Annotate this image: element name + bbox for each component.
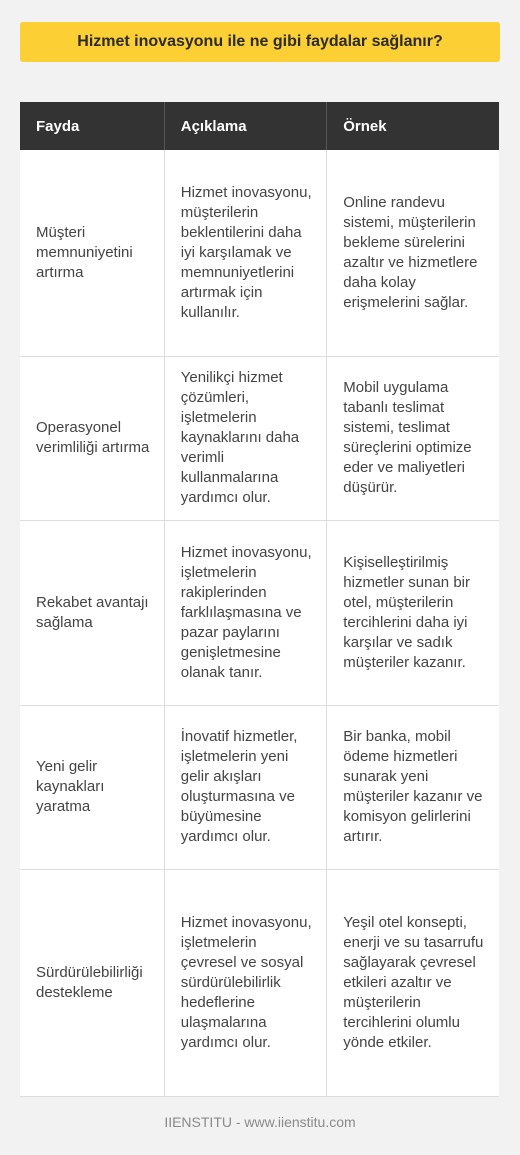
cell-ornek: Online randevu sistemi, müşterilerin bekleme sürelerini azaltır ve hizmetlere daha kolay erişmelerini sağlar.: [327, 150, 499, 356]
table-header-row: [20, 102, 499, 150]
header-aciklama: Açıklama: [164, 102, 327, 150]
cell-aciklama: İnovatif hizmetler, işletmelerin yeni gelir akışları oluşturmasına ve büyümesine yardımcı olur.: [164, 705, 327, 869]
cell-aciklama: Yenilikçi hizmet çözümleri, işletmelerin kaynaklarını daha verimli kullanmalarına yardımcı olur.: [164, 356, 327, 520]
title-banner: [20, 22, 500, 62]
table-row: [20, 869, 499, 1096]
table-row: [20, 520, 499, 705]
benefits-table: [20, 102, 499, 1097]
cell-ornek: Bir banka, mobil ödeme hizmetleri sunarak yeni müşteriler kazanır ve komisyon gelirlerini artırır.: [327, 705, 499, 869]
cell-ornek: Mobil uygulama tabanlı teslimat sistemi, teslimat süreçlerini optimize eder ve maliyetleri düşürür.: [327, 356, 499, 520]
footer-credit: IIENSTITU - www.iienstitu.com: [164, 1114, 356, 1130]
table-row: [20, 150, 499, 356]
cell-aciklama: Hizmet inovasyonu, müşterilerin beklentilerini daha iyi karşılamak ve memnuniyetlerini artırmak için kullanılır.: [164, 150, 327, 356]
cell-fayda: Müşteri memnuniyetini artırma: [20, 150, 164, 356]
cell-aciklama: Hizmet inovasyonu, işletmelerin çevresel ve sosyal sürdürülebilirlik hedeflerine ulaşmalarına yardımcı olur.: [164, 869, 327, 1096]
table-row: [20, 356, 499, 520]
page-title: Hizmet inovasyonu ile ne gibi faydalar sağlanır?: [77, 33, 443, 50]
cell-fayda: Operasyonel verimliliği artırma: [20, 356, 164, 520]
table-row: [20, 705, 499, 869]
header-fayda: Fayda: [20, 102, 164, 150]
cell-ornek: Kişiselleştirilmiş hizmetler sunan bir otel, müşterilerin tercihlerini daha iyi karşılar ve sadık müşteriler kazanır.: [327, 520, 499, 705]
header-ornek: Örnek: [327, 102, 499, 150]
cell-aciklama: Hizmet inovasyonu, işletmelerin rakiplerinden farklılaşmasına ve pazar paylarını genişletmesine olanak tanır.: [164, 520, 327, 705]
cell-fayda: Yeni gelir kaynakları yaratma: [20, 705, 164, 869]
cell-ornek: Yeşil otel konsepti, enerji ve su tasarrufu sağlayarak çevresel etkileri azaltır ve müşterilerin tercihlerini olumlu yönde etkiler.: [327, 869, 499, 1096]
cell-fayda: Rekabet avantajı sağlama: [20, 520, 164, 705]
cell-fayda: Sürdürülebilirliği destekleme: [20, 869, 164, 1096]
